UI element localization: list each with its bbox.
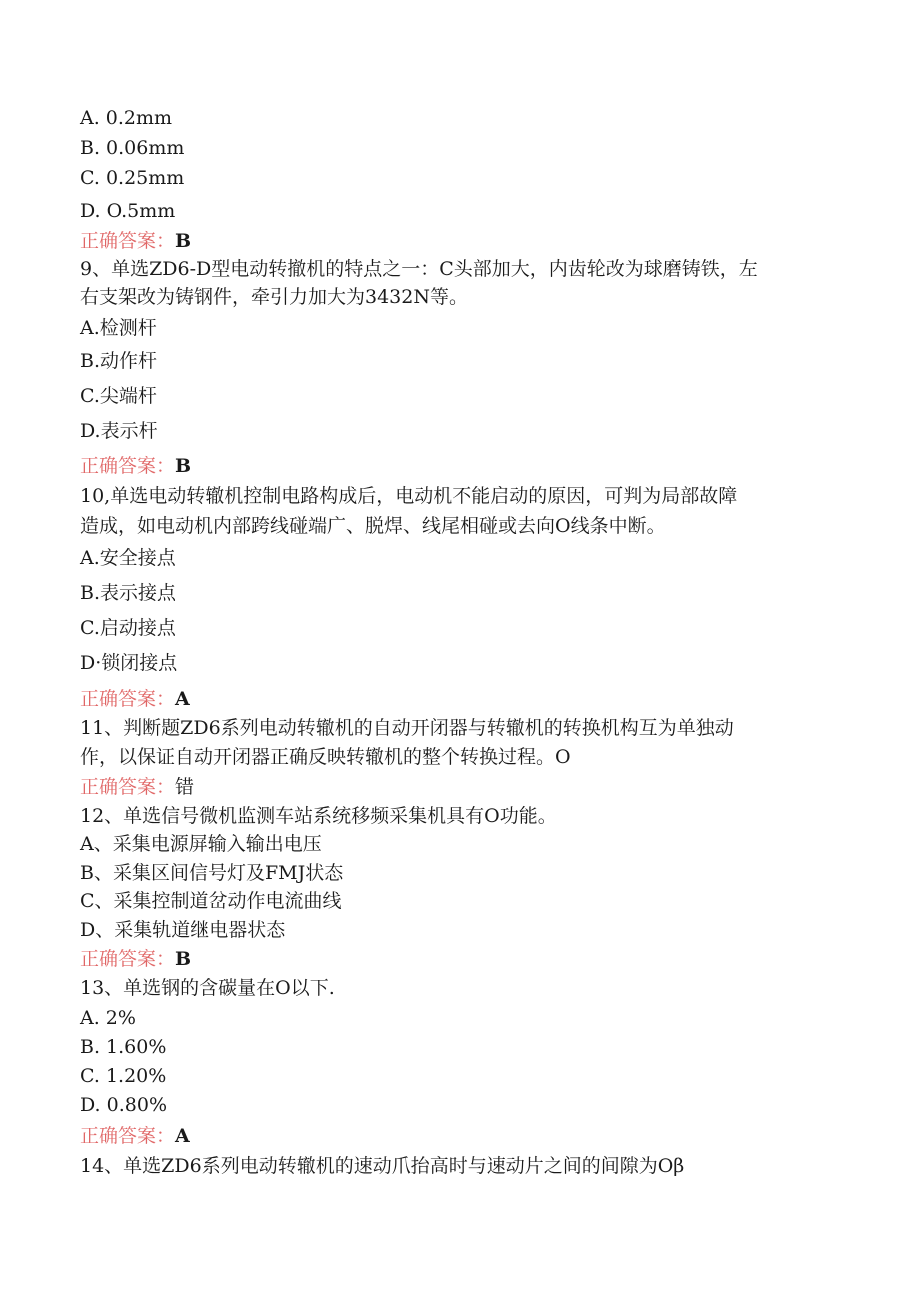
- q8-option-a: A. 0.2mm: [80, 107, 173, 129]
- answer-label: 正确答案：: [80, 230, 176, 252]
- q12-answer-line: [80, 947, 191, 971]
- q8-option-c: C. 0.25mm: [80, 167, 185, 189]
- q12-option-a: A、采集电源屏输入输出电压: [80, 833, 322, 855]
- q10-option-b: B.表示接点: [80, 582, 177, 604]
- q13-stem-line-1: 13、单选钢的含碳量在O以下.: [80, 977, 335, 999]
- q10-answer-line: [80, 687, 190, 711]
- answer-value: A: [175, 1125, 190, 1147]
- q9-option-b: B.动作杆: [80, 350, 158, 372]
- q13-option-c: C. 1.20%: [80, 1065, 167, 1087]
- q13-option-a: A. 2%: [80, 1007, 136, 1029]
- q8-answer-line: [80, 229, 191, 253]
- answer-value: B: [175, 948, 192, 970]
- q9-stem-line-2: 右支架改为铸钢件，牵引力加大为3432N等。: [80, 286, 468, 308]
- q12-option-b: B、采集区间信号灯及FMJ状态: [80, 862, 344, 884]
- q10-stem-line-2: 造成，如电动机内部跨线碰端广、脱焊、线尾相碰或去向O线条中断。: [80, 515, 666, 537]
- answer-label: 正确答案：: [80, 688, 176, 710]
- q14-stem-line-1: 14、单选ZD6系列电动转辙机的速动爪抬高时与速动片之间的间隙为Oβ: [80, 1155, 685, 1177]
- q11-stem-line-2: 作，以保证自动开闭器正确反映转辙机的整个转换过程。O: [80, 746, 571, 768]
- answer-value: B: [175, 455, 192, 477]
- q13-option-b: B. 1.60%: [80, 1036, 167, 1058]
- q11-answer-line: [80, 775, 194, 799]
- q12-option-d: D、采集轨道继电器状态: [80, 919, 286, 941]
- answer-value: A: [175, 688, 190, 710]
- q9-stem-line-1: 9、单选ZD6-D型电动转撤机的特点之一：C头部加大，内齿轮改为球磨铸铁，左: [80, 258, 758, 280]
- q10-stem-line-1: 10,单选电动转辙机控制电路构成后，电动机不能启动的原因，可判为局部故障: [80, 485, 738, 507]
- q10-option-a: A.安全接点: [80, 547, 176, 569]
- q8-option-d: D. O.5mm: [80, 200, 176, 222]
- q13-option-d: D. 0.80%: [80, 1094, 167, 1116]
- q10-option-c: C.启动接点: [80, 617, 176, 639]
- q10-option-d: D·锁闭接点: [80, 652, 178, 674]
- answer-value: B: [175, 230, 192, 252]
- q12-stem-line-1: 12、单选信号微机监测车站系统移频采集机具有O功能。: [80, 805, 557, 827]
- q9-option-d: D.表示杆: [80, 420, 158, 442]
- q8-option-b: B. 0.06mm: [80, 137, 185, 159]
- q9-option-c: C.尖端杆: [80, 385, 157, 407]
- answer-value: 错: [175, 776, 195, 798]
- q11-stem-line-1: 11、判断题ZD6系列电动转辙机的自动开闭器与转辙机的转换机构互为单独动: [80, 717, 734, 739]
- answer-label: 正确答案：: [80, 776, 176, 798]
- answer-label: 正确答案：: [80, 455, 176, 477]
- q12-option-c: C、采集控制道岔动作电流曲线: [80, 890, 342, 912]
- q13-answer-line: [80, 1124, 190, 1148]
- answer-label: 正确答案：: [80, 948, 176, 970]
- q9-answer-line: [80, 454, 191, 478]
- q9-option-a: A.检测杆: [80, 317, 157, 339]
- answer-label: 正确答案：: [80, 1125, 176, 1147]
